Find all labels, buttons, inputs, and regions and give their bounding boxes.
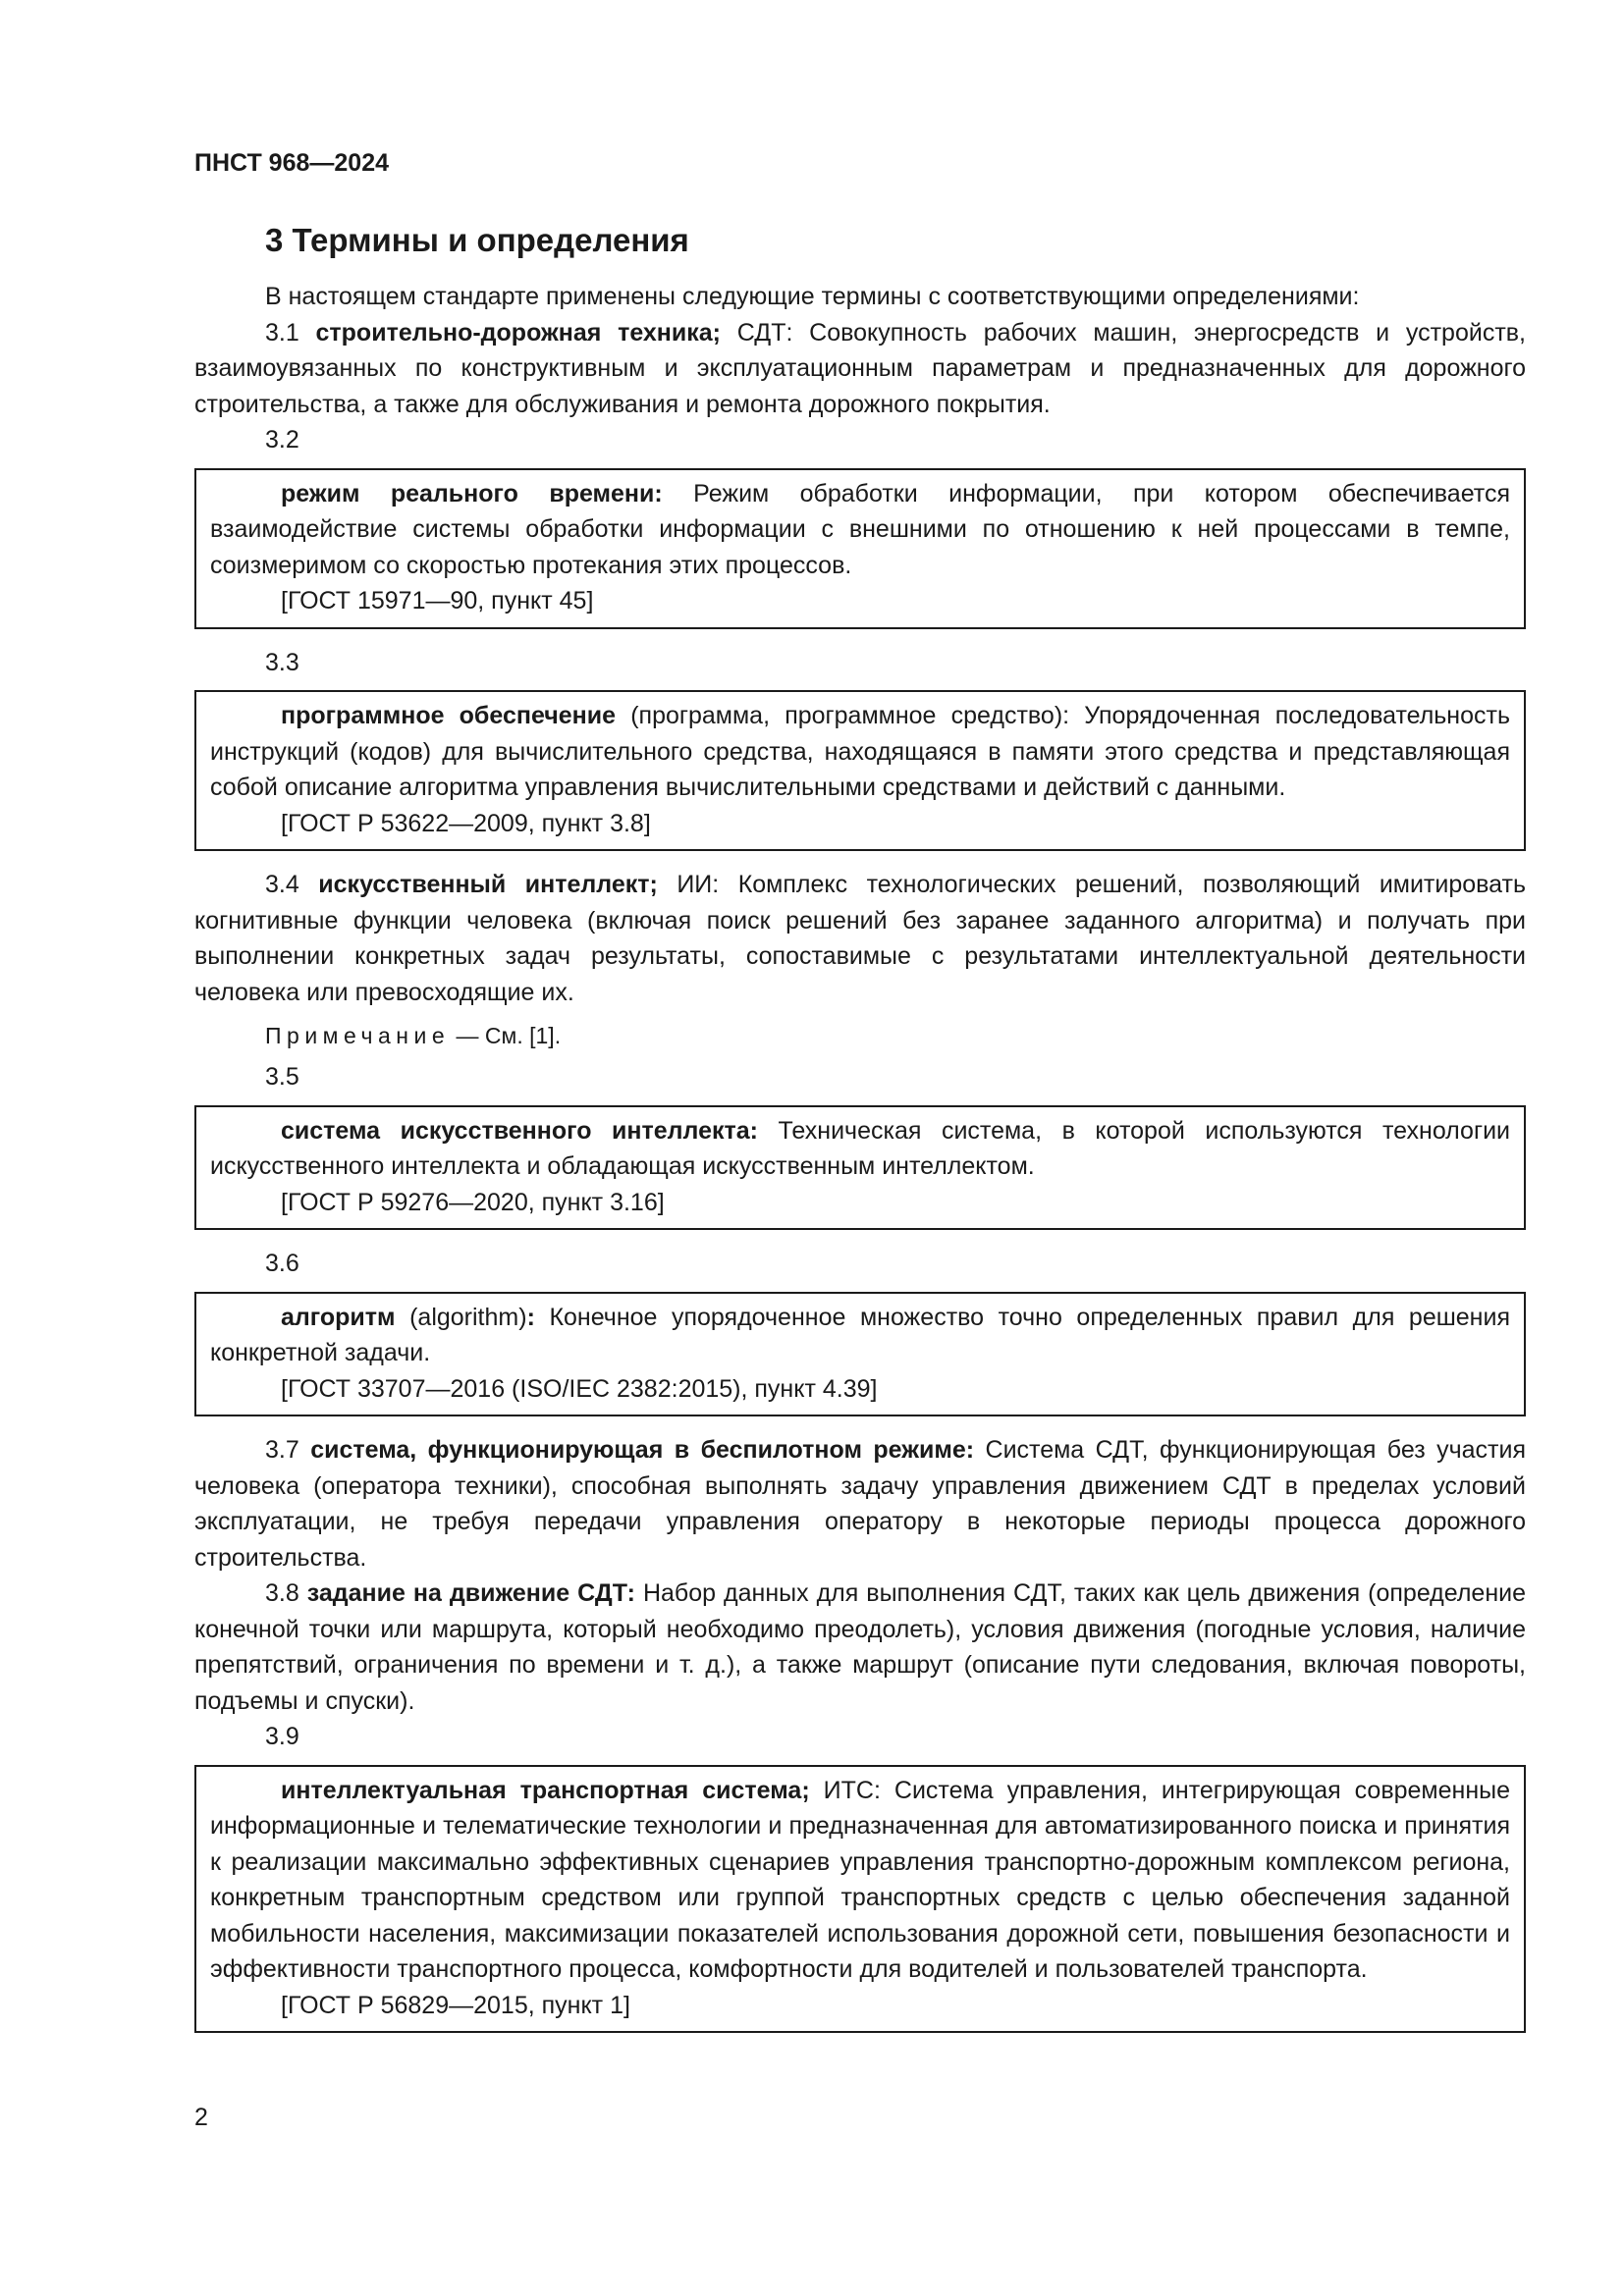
term-definition: ИТС: Система управления, интегрирующая современные информационные и телематические технологии и предназначенная для автоматизированного поиска и принятия к реализации максимально эффективных сценариев управления транспортно-дорожным комплексом региона, конкретным транспортным средством или группой транспортных средств с целью обеспечения заданной мобильности населения, максимизации показателей использования дорожной сети, повышения безопасности и эффективности транспортного процесса, комфортности для водителей и пользователей транспорта. [210,1776,1511,1983]
term-box-3-6 [194,1292,1526,1417]
term-colon: : [526,1303,535,1331]
document-body [194,222,1526,2049]
term-number-3-5: 3.5 [265,1063,299,1091]
term-definition: Система СДТ, функционирующая без участия человека (оператора техники), способная выполнять задачу управления движением СДТ в пределах условий эксплуатации, не требуя передачи управления оператору в некоторые периоды процесса дорожного строительства. [194,1436,1526,1572]
section-title: 3 Термины и определения [265,222,689,258]
term-3-7 [194,1432,1526,1575]
term-definition: ИИ: Комплекс технологических решений, позволяющий имитировать когнитивные функции человека (включая поиск решений без заранее заданного алгоритма) и получать при выполнении конкретных задач результаты, сопоставимые с результатами интеллектуальной деятельности человека или превосходящие их. [194,871,1526,1006]
term-number-3-6: 3.6 [265,1250,299,1277]
term-note [194,1018,1526,1053]
term-name: система искусственного интеллекта: [281,1116,758,1145]
term-number-3-2: 3.2 [265,426,299,454]
term-box-3-5 [194,1105,1526,1231]
term-number: 3.8 [265,1579,299,1607]
page-number: 2 [194,2104,208,2131]
document-header: ПНСТ 968—2024 [194,149,389,177]
term-name: режим реального времени: [281,479,663,507]
term-number-3-9: 3.9 [265,1723,299,1750]
term-name: алгоритм [281,1303,396,1331]
term-3-8 [194,1575,1526,1719]
term-source: [ГОСТ 15971—90, пункт 45] [281,587,594,614]
term-number-3-3: 3.3 [265,648,299,676]
term-3-1 [194,315,1526,423]
note-text: — См. [1]. [450,1023,562,1048]
term-definition: Техническая система, в которой используются технологии искусственного интеллекта и обладающая искусственным интеллектом. [210,1116,1510,1180]
term-3-2 [210,476,1510,584]
term-box-3-9 [194,1765,1526,2034]
term-name: программное обеспечение [281,702,617,729]
intro-paragraph: В настоящем стандарте применены следующие термины с соответствующими определениями: [265,283,1360,310]
term-source: [ГОСТ Р 59276—2020, пункт 3.16] [281,1188,665,1216]
term-3-4 [194,867,1526,1010]
term-definition: Набор данных для выполнения СДТ, таких как цель движения (определение конечной точки или маршрута, который необходимо преодолеть), условия движения (погодные условия, наличие препятствий, ограничения по времени и т. д.), а также маршрут (описание пути следования, включая повороты, подъемы и спуски). [194,1579,1526,1715]
term-name: строительно-дорожная техника; [315,318,722,347]
term-number: 3.4 [265,871,299,898]
term-number: 3.7 [265,1436,299,1464]
term-box-3-2 [194,468,1526,629]
term-definition: (программа, программное средство): Упорядоченная последовательность инструкций (кодов) для вычислительного средства, находящаяся в памяти этого средства и представляющая собой описание алгоритма управления вычислительными средствами и действий с данными. [210,702,1510,801]
term-source: [ГОСТ Р 53622—2009, пункт 3.8] [281,809,651,837]
term-3-3 [210,698,1510,806]
term-3-9 [210,1773,1510,1988]
term-definition: Конечное упорядоченное множество точно определенных правил для решения конкретной задачи. [210,1303,1510,1366]
term-name: искусственный интеллект; [318,871,658,898]
term-definition: СДТ: Совокупность рабочих машин, энергосредств и устройств, взаимоувязанных по конструктивным и эксплуатационным параметрам и предназначенных для дорожного строительства, а также для обслуживания и ремонта дорожного покрытия. [194,318,1526,418]
term-3-6 [210,1300,1510,1371]
term-box-3-3 [194,690,1526,851]
term-3-5 [210,1113,1510,1185]
term-name: система, функционирующая в беспилотном режиме: [310,1436,975,1464]
term-number: 3.1 [265,318,299,347]
note-label: Примечание [265,1023,451,1048]
term-source: [ГОСТ Р 56829—2015, пункт 1] [281,1991,630,2019]
term-name: задание на движение СДТ: [306,1579,635,1607]
term-name: интеллектуальная транспортная система; [281,1776,810,1804]
term-english: (algorithm) [395,1303,527,1331]
term-definition: Режим обработки информации, при котором обеспечивается взаимодействие системы обработки информации с внешними по отношению к ней процессами в темпе, соизмеримом со скоростью протекания этих процессов. [210,479,1510,579]
term-source: [ГОСТ 33707—2016 (ISO/IEC 2382:2015), пункт 4.39] [281,1374,878,1403]
